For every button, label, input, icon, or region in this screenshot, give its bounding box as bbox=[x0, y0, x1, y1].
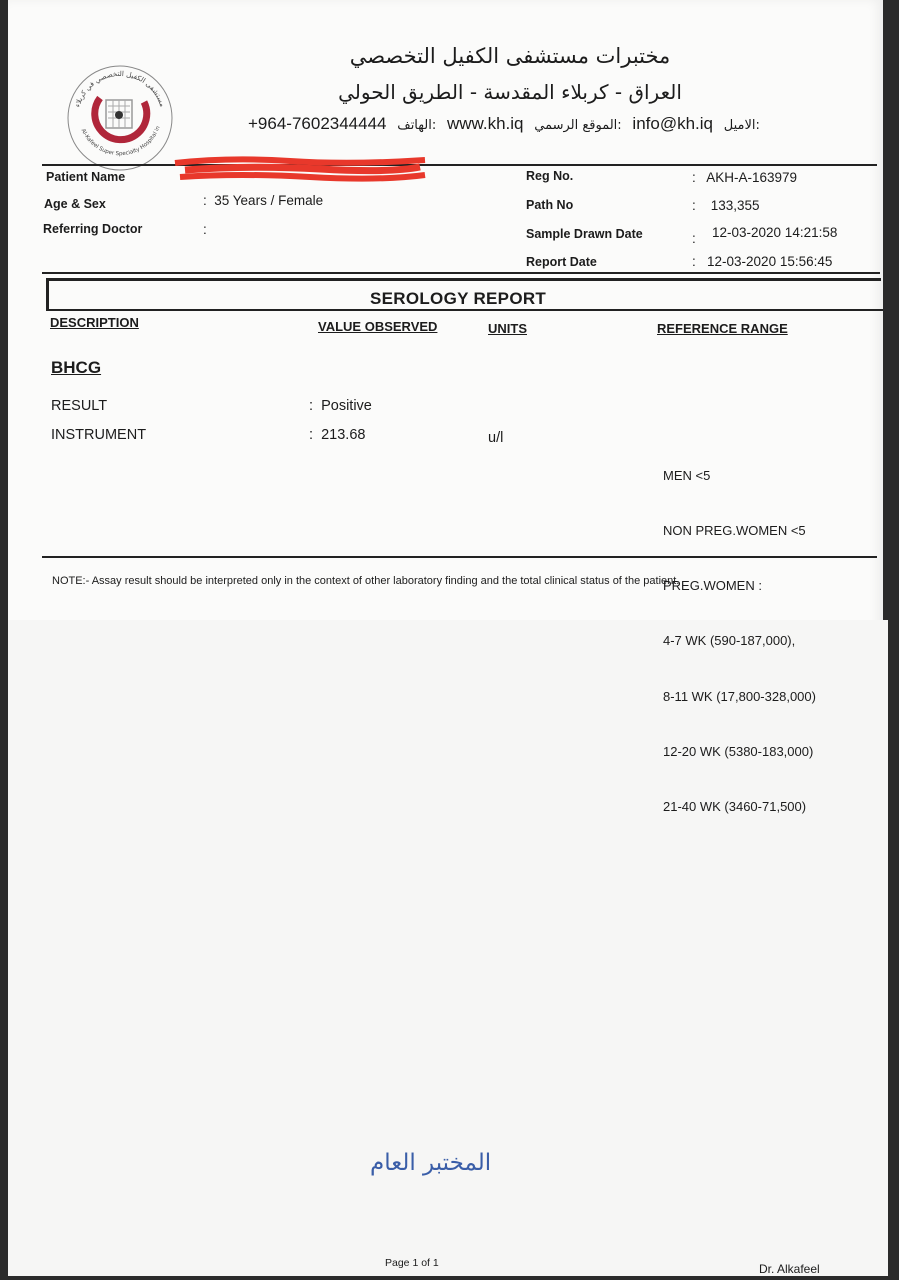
report-date-label: Report Date bbox=[526, 255, 597, 269]
reg-no-value: : AKH-A-163979 bbox=[692, 170, 798, 185]
assay-note: NOTE:- Assay result should be interpreted only in the context of other laboratory finding and the total clinical status of the patient. bbox=[52, 575, 680, 587]
phone-label: الهاتف: bbox=[397, 118, 437, 133]
col-reference-range: REFERENCE RANGE bbox=[657, 321, 788, 336]
test-name: BHCG bbox=[51, 358, 102, 377]
report-title: SEROLOGY REPORT bbox=[370, 289, 547, 308]
col-description: DESCRIPTION bbox=[50, 315, 139, 330]
referring-doctor-value: : bbox=[203, 222, 207, 237]
results-rule bbox=[42, 556, 877, 558]
ref-line: NON PREG.WOMEN <5 bbox=[663, 523, 806, 539]
ref-line: 21-40 WK (3460-71,500) bbox=[663, 799, 807, 815]
page-number: Page 1 of 1 bbox=[385, 1257, 439, 1269]
title-box-bottom bbox=[46, 309, 883, 311]
instrument-value: : 213.68 bbox=[309, 427, 366, 443]
sample-date-value: 12-03-2020 14:21:58 bbox=[712, 225, 838, 240]
path-no-value: : 133,355 bbox=[692, 198, 760, 213]
lab-address-arabic: العراق - كربلاء المقدسة - الطريق الحولي bbox=[338, 80, 682, 104]
sample-date-colon: : bbox=[692, 231, 696, 246]
result-value: : Positive bbox=[309, 398, 372, 414]
ref-line: 8-11 WK (17,800-328,000) bbox=[663, 688, 816, 704]
redaction-scribble bbox=[170, 155, 430, 185]
col-units: UNITS bbox=[488, 321, 527, 336]
website: www.kh.iq bbox=[446, 114, 524, 133]
path-no-label: Path No bbox=[526, 198, 574, 212]
lab-name-arabic: مختبرات مستشفى الكفيل التخصصي bbox=[349, 44, 671, 68]
ref-line: MEN <5 bbox=[663, 467, 711, 483]
website-label: الموقع الرسمي: bbox=[534, 118, 622, 133]
logo-text-en: Al-Kafeel Super Specialty Hospital in bbox=[79, 125, 162, 158]
instrument-label: INSTRUMENT bbox=[51, 427, 147, 443]
report-date-value: : 12-03-2020 15:56:45 bbox=[692, 254, 833, 269]
age-sex-label: Age & Sex bbox=[44, 197, 106, 211]
logo-text-ar: مستشفى الكفيل التخصصي في كربلاء bbox=[73, 69, 167, 109]
hospital-logo-icon bbox=[60, 58, 180, 178]
result-label: RESULT bbox=[51, 398, 108, 414]
doctor-signature: Dr. Alkafeel bbox=[759, 1262, 820, 1276]
reference-range-text bbox=[663, 430, 816, 835]
title-box-top bbox=[46, 278, 881, 281]
instrument-units: u/l bbox=[488, 430, 504, 446]
svg-text:مستشفى الكفيل التخصصي في كربلا bbox=[74, 70, 167, 108]
title-rule-top bbox=[42, 272, 880, 274]
phone: +964-7602344444 bbox=[248, 114, 387, 133]
age-sex-value: : 35 Years / Female bbox=[203, 193, 324, 208]
ref-line: 4-7 WK (590-187,000), bbox=[663, 633, 796, 649]
sample-date-label: Sample Drawn Date bbox=[526, 227, 643, 241]
ref-line: 12-20 WK (5380-183,000) bbox=[663, 743, 814, 759]
lab-stamp: المختبر العام bbox=[370, 1150, 492, 1176]
email-label: الاميل: bbox=[723, 118, 760, 133]
email: info@kh.iq bbox=[632, 114, 713, 133]
referring-doctor-label: Referring Doctor bbox=[43, 222, 143, 236]
title-box-left bbox=[46, 278, 49, 310]
patient-name-label: Patient Name bbox=[46, 170, 126, 184]
reg-no-label: Reg No. bbox=[526, 169, 574, 183]
contact-line bbox=[248, 114, 766, 134]
header-rule bbox=[42, 164, 877, 166]
ref-line: PREG.WOMEN : bbox=[663, 578, 762, 594]
col-value-observed: VALUE OBSERVED bbox=[318, 319, 438, 334]
